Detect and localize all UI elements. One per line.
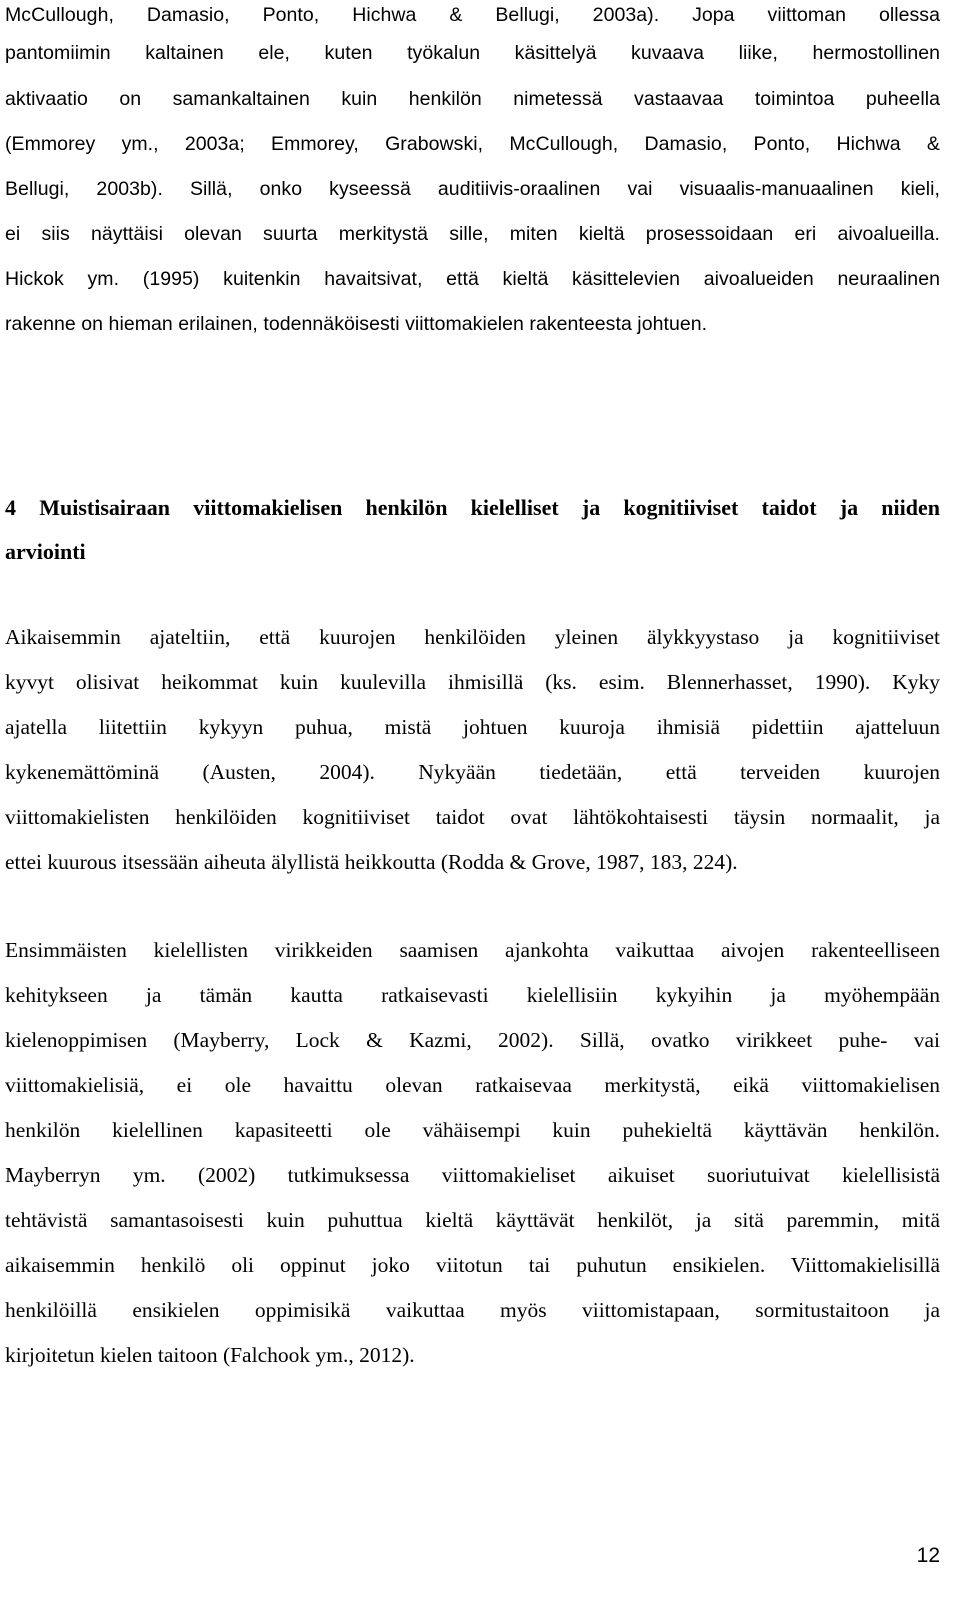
text-line: pantomiimin kaltainen ele, kuten työkalun käsittelyä kuvaava liike, hermostollinen <box>5 42 940 64</box>
text-line: Aikaisemmin ajateltiin, että kuurojen henkilöiden yleinen älykkyystaso ja kognitiiviset <box>5 625 940 649</box>
text-line: tehtävistä samantasoisesti kuin puhuttua kieltä käyttävät henkilöt, ja sitä paremmin, mitä <box>5 1208 940 1232</box>
text-line: henkilön kielellinen kapasiteetti ole vähäisempi kuin puhekieltä käyttävän henkilön. <box>5 1118 940 1142</box>
text-line: (Emmorey ym., 2003a; Emmorey, Grabowski, McCullough, Damasio, Ponto, Hichwa & <box>5 133 940 155</box>
text-line: Mayberryn ym. (2002) tutkimuksessa viittomakieliset aikuiset suoriutuivat kielellisistä <box>5 1163 940 1187</box>
text-line: McCullough, Damasio, Ponto, Hichwa & Bellugi, 2003a). Jopa viittoman ollessa <box>5 4 940 26</box>
text-line: Hickok ym. (1995) kuitenkin havaitsivat, että kieltä käsittelevien aivoalueiden neuraalinen <box>5 268 940 290</box>
text-line: kielenoppimisen (Mayberry, Lock & Kazmi, 2002). Sillä, ovatko virikkeet puhe- vai <box>5 1028 940 1052</box>
text-line: ei siis näyttäisi olevan suurta merkitystä sille, miten kieltä prosessoidaan eri aivoalueilla. <box>5 223 940 245</box>
text-line: kirjoitetun kielen taitoon (Falchook ym., 2012). <box>5 1343 415 1367</box>
text-line: aktivaatio on samankaltainen kuin henkilön nimetessä vastaavaa toimintoa puheella <box>5 88 940 110</box>
heading-line: arviointi <box>5 539 86 564</box>
page-number: 12 <box>916 1544 940 1567</box>
text-line: Ensimmäisten kielellisten virikkeiden saamisen ajankohta vaikuttaa aivojen rakenteelliseen <box>5 938 940 962</box>
text-line: kyvyt olisivat heikommat kuin kuulevilla ihmisillä (ks. esim. Blennerhasset, 1990). Kyky <box>5 670 940 694</box>
text-line: aikaisemmin henkilö oli oppinut joko viitotun tai puhutun ensikielen. Viittomakielisillä <box>5 1253 940 1277</box>
text-line: rakenne on hieman erilainen, todennäköisesti viittomakielen rakenteesta johtuen. <box>5 313 708 335</box>
text-line: kehitykseen ja tämän kautta ratkaisevasti kielellisiin kykyihin ja myöhempään <box>5 983 940 1007</box>
text-line: ajatella liitettiin kykyyn puhua, mistä johtuen kuuroja ihmisiä pidettiin ajatteluun <box>5 715 940 739</box>
heading-line: 4 Muistisairaan viittomakielisen henkilön kielelliset ja kognitiiviset taidot ja niiden <box>5 495 940 520</box>
text-line: kykenemättöminä (Austen, 2004). Nykyään tiedetään, että terveiden kuurojen <box>5 760 940 784</box>
text-line: ettei kuurous itsessään aiheuta älyllistä heikkoutta (Rodda & Grove, 1987, 183, 224). <box>5 850 738 874</box>
text-line: henkilöillä ensikielen oppimisikä vaikuttaa myös viittomistapaan, sormitustaitoon ja <box>5 1298 940 1322</box>
text-line: Bellugi, 2003b). Sillä, onko kyseessä auditiivis-oraalinen vai visuaalis-manuaalinen kieli, <box>5 178 940 200</box>
text-line: viittomakielisten henkilöiden kognitiiviset taidot ovat lähtökohtaisesti täysin normaalit, ja <box>5 805 940 829</box>
text-line: viittomakielisiä, ei ole havaittu olevan ratkaisevaa merkitystä, eikä viittomakielisen <box>5 1073 940 1097</box>
